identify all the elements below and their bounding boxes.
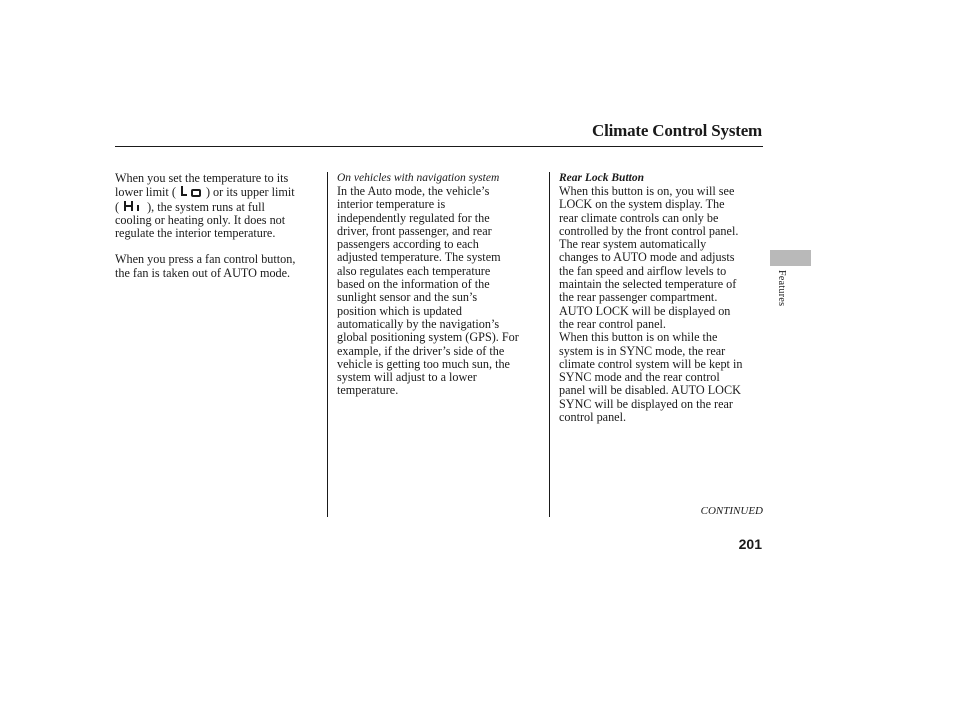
navigation-note: On vehicles with navigation system [337, 172, 500, 184]
column-1-paragraph-1 [115, 172, 325, 240]
continued-label: CONTINUED [700, 505, 763, 517]
text-span: ), the system runs at full cooling or heating only. It does not regulate the interior temperature. [115, 199, 286, 241]
hi-display-icon [123, 200, 143, 212]
section-tab [770, 250, 811, 266]
column-2-body: In the Auto mode, the vehicle’s interior temperature is independently regulated for the driver, front passenger, and rear passengers according to each adjusted temperature. The system also regulates each temperature based on the information of the sunlight sensor and the sun’s position which is updated automatically by the navigation’s global positioning system (GPS). For example, if the driver’s side of the vehicle is getting too much sun, the system will adjust to a lower temperature. [337, 184, 519, 398]
title-rule [115, 146, 763, 147]
column-divider-1 [327, 172, 328, 517]
column-divider-2 [549, 172, 550, 517]
text-span: ) or its upper limit ( [115, 185, 295, 214]
lo-display-icon [180, 185, 202, 197]
column-1 [115, 172, 325, 280]
page-number: 201 [738, 536, 762, 552]
column-1-paragraph-2: When you press a fan control button, the fan is taken out of AUTO mode. [115, 252, 296, 280]
column-2 [337, 172, 547, 398]
page-title: Climate Control System [592, 121, 762, 140]
section-label: Features [776, 270, 787, 307]
text-span: When you set the temperature to its lower limit ( [115, 171, 289, 200]
column-3-paragraph-2: When this button is on while the system is in SYNC mode, the rear climate control system will be kept in SYNC mode and the rear control panel will be disabled. AUTO LOCK SYNC will be displayed on the rear control panel. [559, 330, 743, 425]
rear-lock-heading: Rear Lock Button [559, 172, 644, 184]
column-3 [559, 172, 764, 424]
column-3-paragraph-1: When this button is on, you will see LOCK on the system display. The rear climate controls can only be controlled by the front control panel. The rear system automatically changes to AUTO mode and adjusts the fan speed and airflow levels to maintain the selected temperature of the rear passenger compartment. AUTO LOCK will be displayed on the rear control panel. [559, 184, 739, 331]
